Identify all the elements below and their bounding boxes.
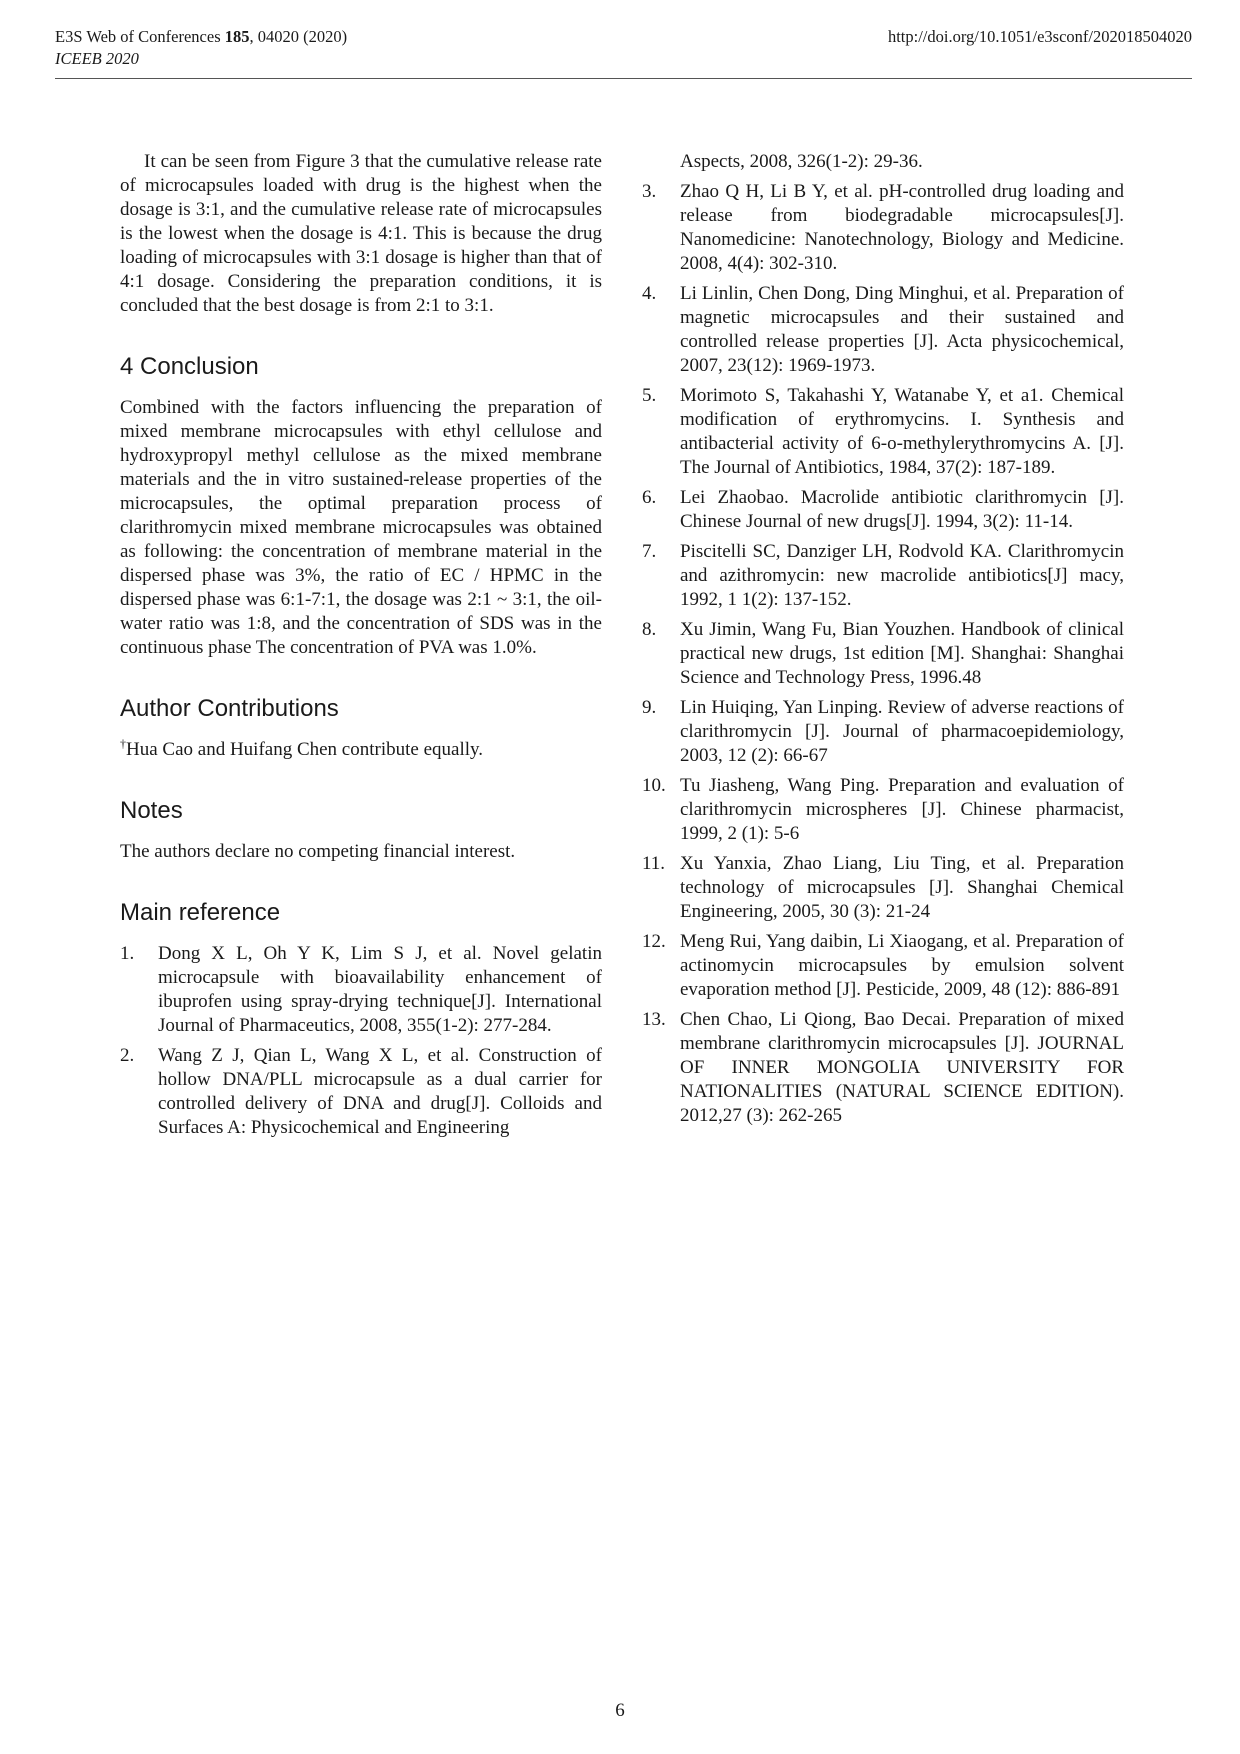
reference-list-right: [642, 180, 1124, 1128]
reference-item: 10. Tu Jiasheng, Wang Ping. Preparation and evaluation of clarithromycin microspheres [J]. Chinese pharmacist, 1999, 2 (1): 5-6: [642, 775, 1124, 844]
reference-item: 2. Wang Z J, Qian L, Wang X L, et al. Construction of hollow DNA/PLL microcapsule as a dual carrier for controlled delivery of DNA and drug[J]. Colloids and Surfaces A: Physicochemical and Engineering: [120, 1045, 602, 1138]
reference-item: 5. Morimoto S, Takahashi Y, Watanabe Y, et a1. Chemical modification of erythromycins. I. Synthesis and antibacterial activity of 6-o-methylerythromycins A. [J]. The Journal of Antibiotics, 1984, 37(2): 187-189.: [642, 385, 1124, 478]
reference-item: 6. Lei Zhaobao. Macrolide antibiotic clarithromycin [J]. Chinese Journal of new drugs[J]. 1994, 3(2): 11-14.: [642, 487, 1124, 532]
reference-item: 1. Dong X L, Oh Y K, Lim S J, et al. Novel gelatin microcapsule with bioavailability enhancement of ibuprofen using spray-drying technique[J]. International Journal of Pharmaceutics, 2008, 355(1-2): 277-284.: [120, 943, 602, 1036]
intro-paragraph: It can be seen from Figure 3 that the cumulative release rate of microcapsules loaded with drug is the highest when the dosage is 3:1, and the cumulative release rate of microcapsules is the lowest when the dosage is 4:1. This is because the drug loading of microcapsules with 3:1 dosage is higher than that of 4:1 dosage. Considering the preparation conditions, it is concluded that the best dosage is from 2:1 to 3:1.: [120, 151, 602, 316]
reference-item: 4. Li Linlin, Chen Dong, Ding Minghui, et al. Preparation of magnetic microcapsules and their sustained and controlled release properties [J]. Acta physicochemical, 2007, 23(12): 1969-1973.: [642, 283, 1124, 376]
reference-list-left: [120, 942, 602, 1140]
reference-item: 3. Zhao Q H, Li B Y, et al. pH-controlled drug loading and release from biodegradable microcapsules[J]. Nanomedicine: Nanotechnology, Biology and Medicine. 2008, 4(4): 302-310.: [642, 181, 1124, 274]
running-header-left: [55, 26, 347, 70]
dagger-mark: †: [120, 736, 126, 751]
notes-text: The authors declare no competing financial interest.: [120, 841, 516, 862]
author-contributions-text: †Hua Cao and Huifang Chen contribute equally.: [120, 736, 484, 760]
conference-name: ICEEB 2020: [55, 49, 139, 68]
reference-item: 7. Piscitelli SC, Danziger LH, Rodvold KA. Clarithromycin and azithromycin: new macrolide antibiotics[J] macy, 1992, 1 1(2): 137-152.: [642, 541, 1124, 610]
reference-item: 11. Xu Yanxia, Zhao Liang, Liu Ting, et al. Preparation technology of microcapsules [J]. Shanghai Chemical Engineering, 2005, 30 (3): 21-24: [642, 853, 1124, 922]
left-column: [120, 150, 602, 1146]
right-column: [642, 150, 1124, 1134]
journal-citation: E3S Web of Conferences 185, 04020 (2020): [55, 27, 348, 46]
header-divider: [55, 78, 1192, 79]
page-number: 6: [615, 1700, 625, 1721]
reference-item: 12. Meng Rui, Yang daibin, Li Xiaogang, et al. Preparation of actinomycin microcapsules by emulsion solvent evaporation method [J]. Pesticide, 2009, 48 (12): 886-891: [642, 931, 1124, 1000]
reference-item: 8. Xu Jimin, Wang Fu, Bian Youzhen. Handbook of clinical practical new drugs, 1st edition [M]. Shanghai: Shanghai Science and Technology Press, 1996.48: [642, 619, 1124, 688]
reference-item: 9. Lin Huiqing, Yan Linping. Review of adverse reactions of clarithromycin [J]. Journal of pharmacoepidemiology, 2003, 12 (2): 66-67: [642, 697, 1124, 766]
journal-volume: 185: [224, 27, 250, 46]
author-contributions-heading: Author Contributions: [120, 695, 339, 722]
conclusion-heading: 4 Conclusion: [120, 353, 259, 380]
conclusion-paragraph: Combined with the factors influencing the preparation of mixed membrane microcapsules with ethyl cellulose and hydroxypropyl methyl cellulose as the mixed membrane materials and the in vitro sustained-release properties of the microcapsules, the optimal preparation process of clarithromycin mixed membrane microcapsules was obtained as following: the concentration of membrane material in the dispersed phase was 3%, the ratio of EC / HPMC in the dispersed phase was 6:1-7:1, the dosage was 2:1 ~ 3:1, the oil-water ratio was 1:8, and the concentration of SDS was in the continuous phase The concentration of PVA was 1.0%.: [120, 397, 602, 658]
doi-link[interactable]: http://doi.org/10.1051/e3sconf/202018504020: [887, 27, 1192, 46]
reference-continuation: Aspects, 2008, 326(1-2): 29-36.: [680, 151, 923, 172]
main-reference-heading: Main reference: [120, 899, 281, 926]
reference-item: 13. Chen Chao, Li Qiong, Bao Decai. Preparation of mixed membrane clarithromycin microcapsules [J]. JOURNAL OF INNER MONGOLIA UNIVERSITY FOR NATIONALITIES (NATURAL SCIENCE EDITION). 2012,27 (3): 262-265: [642, 1009, 1124, 1126]
notes-heading: Notes: [120, 797, 183, 824]
